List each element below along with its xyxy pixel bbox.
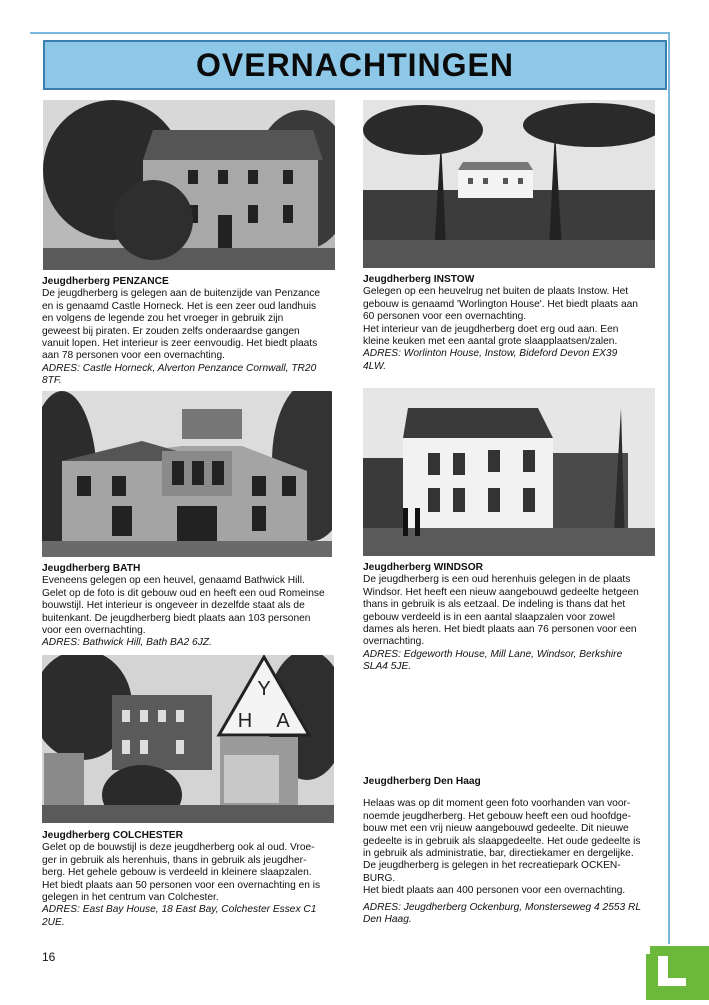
entry-text: Eveneens gelegen op een heuvel, genaamd Bathwick Hill. Gelet op de foto is dit gebouw oud en heeft een oud Romeinse bouwstijl. Het interieur is ongeveer in dezelfde staat als de buitenkant. De jeugdherberg biedt plaats aan 103 personen voor een overnachting. — [42, 575, 325, 637]
entry-address: ADRES: Castle Horneck, Alverton Penzance Cornwall, TR20 8TF. — [42, 362, 317, 387]
entry-penzance — [42, 276, 342, 388]
photo-windsor — [363, 388, 655, 556]
entry-heading: Jeugdherberg Den Haag — [363, 776, 481, 787]
entry-heading: Jeugdherberg WINDSOR — [363, 562, 483, 573]
entry-text: De jeugdherberg is een oud herenhuis gelegen in de plaats Windsor. Het heeft een nieuw aangebouwd gedeelte hetgeen thans in gebruik is als eetzaal. De indeling is thans dat het gebouw verdeeld is in een aantal slaapzalen voor zowel dames als heren. Het biedt plaats aan 76 personen voor een overnachting. — [363, 574, 639, 648]
entry-instow — [363, 274, 663, 373]
entry-address: ADRES: East Bay House, 18 East Bay, Colchester Essex C1 2UE. — [42, 904, 317, 928]
photo-bath — [42, 391, 332, 557]
entry-heading: Jeugdherberg BATH — [42, 563, 141, 574]
photo-colchester — [42, 655, 334, 823]
yha-sign-a: A — [276, 710, 290, 732]
photo-penzance — [43, 100, 335, 270]
entry-denhaag — [363, 776, 663, 926]
entry-windsor — [363, 562, 663, 674]
yha-sign-h: H — [237, 710, 253, 732]
entry-text: Helaas was op dit moment geen foto voorhanden van voor- noemde jeugdherberg. Het gebouw heeft een oud hoofdge- bouw met een vrij nieuw aangebouwd gedeelte. Dit nieuwe gedeelte is in gebruik als slaapgedeelte. Het oude gedeelte is in gebruik als administratie, bar, directiekamer en dergelijke. De jeugdherberg is gelegen in het recreatiepark OCKEN- BURG. Het biedt plaats aan 400 personen voor een overnachting. — [363, 798, 641, 897]
yha-sign-y: Y — [257, 678, 271, 700]
page-title: OVERNACHTINGEN — [195, 46, 514, 83]
entry-address: ADRES: Jeugdherberg Ockenburg, Monsterseweg 4 2553 RL Den Haag. — [363, 901, 642, 926]
entry-text: Gelet op de bouwstijl is deze jeugdherberg ook al oud. Vroe- ger in gebruik als herenhuis, thans in gebruik als jeugdher- berg. Het gehele gebouw is verdeeld in kleinere slaapzalen. Het biedt plaats aan 50 personen voor een overnachting en is gelegen in het centrum van Colchester. — [42, 842, 321, 904]
page-number: 16 — [42, 950, 56, 964]
entry-address: ADRES: Worlinton House, Instow, Bideford Devon EX39 4LW. — [363, 348, 618, 372]
entry-heading: Jeugdherberg PENZANCE — [42, 276, 169, 287]
entry-text: De jeugdherberg is gelegen aan de buitenzijde van Penzance en is genaamd Castle Horneck. Het is een zeer oud landhuis en volgens de legende zou het vroeger in gebruik zijn geweest bij piraten. Er zouden zelfs onderaardse gangen vanuit lopen. Het interieur is zeer eenvoudig. Het biedt plaats aan 78 personen voor een overnachting. — [42, 288, 321, 362]
corner-logo-icon — [638, 942, 709, 1000]
entry-colchester — [42, 830, 342, 929]
entry-bath — [42, 563, 342, 650]
entry-text: Gelegen op een heuvelrug net buiten de plaats Instow. Het gebouw is genaamd 'Worlington House'. Het biedt plaats aan 60 personen voor een overnachting. Het interieur van de jeugdherberg doet erg oud aan. Een kleine keuken met een aantal grote slaapplaatsen/zalen. — [363, 286, 638, 348]
entry-address: ADRES: Edgeworth House, Mill Lane, Windsor, Berkshire SLA4 5JE. — [363, 648, 623, 673]
title-banner — [43, 40, 667, 90]
entry-address: ADRES: Bathwick Hill, Bath BA2 6JZ. — [42, 637, 212, 649]
photo-instow — [363, 100, 655, 268]
entry-heading: Jeugdherberg COLCHESTER — [42, 830, 183, 841]
entry-heading: Jeugdherberg INSTOW — [363, 274, 475, 285]
